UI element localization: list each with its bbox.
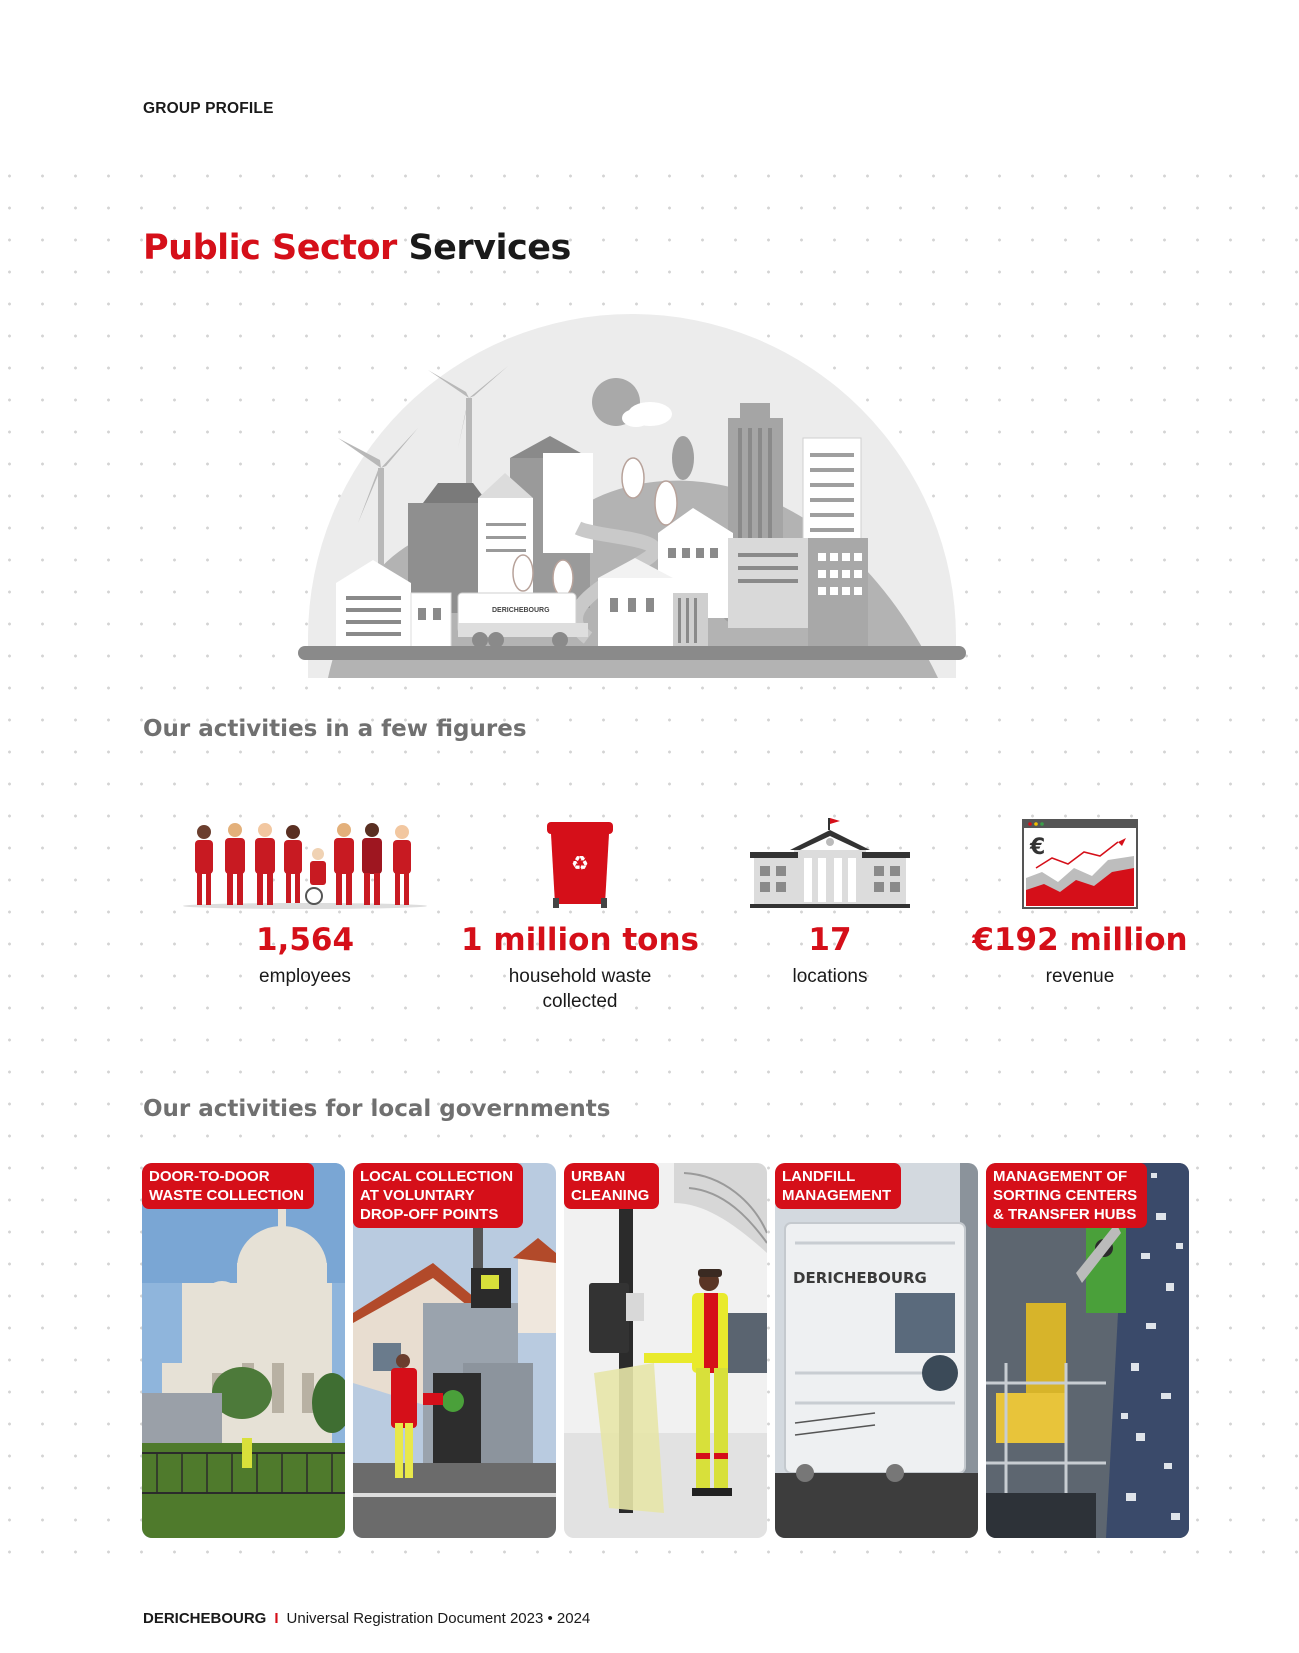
title-rest: Services [408,228,571,268]
svg-text:€: € [1030,835,1046,860]
stat-value: 1,564 [255,922,355,958]
stat-value: 1 million tons [461,922,699,958]
activity-tag: LANDFILL MANAGEMENT [775,1163,901,1209]
stat-label: employees [259,966,351,987]
people-group-icon [180,818,430,910]
stat-household-waste [455,818,705,1014]
activity-tag: URBAN CLEANING [564,1163,659,1209]
stat-label: household waste collected [508,966,652,1012]
stat-label: revenue [1045,966,1115,987]
footer-doc-title: Universal Registration Document 2023 • 2024 [286,1610,591,1627]
activity-door-to-door [142,1163,345,1538]
top-margin [0,0,1299,160]
stat-label: locations [792,966,868,987]
svg-text:♻: ♻ [571,851,589,875]
activity-sorting-centers [986,1163,1189,1538]
activity-tag: DOOR-TO-DOOR WASTE COLLECTION [142,1163,314,1209]
footer [143,1610,590,1627]
activity-tag: LOCAL COLLECTION AT VOLUNTARY DROP-OFF POINTS [353,1163,523,1228]
activity-landfill [775,1163,978,1538]
recycling-bin-icon [545,818,615,910]
truck-logo-text: DERICHEBOURG [492,607,550,614]
title-highlight: Public Sector [143,228,397,268]
activity-drop-off-points [353,1163,556,1538]
activity-urban-cleaning [564,1163,767,1538]
figures-heading: Our activities in a few figures [143,716,527,742]
bottom-margin [0,1560,1299,1653]
stat-value: 17 [808,922,852,958]
revenue-chart-icon [1022,818,1138,910]
activities-heading: Our activities for local governments [143,1096,611,1122]
door-to-door-photo [142,1163,345,1538]
page-title [143,228,571,268]
landfill-photo [775,1163,978,1538]
stat-locations [705,818,955,989]
footer-brand: DERICHEBOURG [143,1610,267,1627]
container-brand-text: DERICHEBOURG [793,1269,927,1287]
building-icon [750,818,910,910]
stat-revenue [955,818,1205,989]
city-illustration [298,308,966,700]
stat-value: €192 million [972,922,1188,958]
urban-cleaning-photo [564,1163,767,1538]
stat-employees [180,818,430,989]
footer-separator: I [274,1610,279,1627]
section-label: GROUP PROFILE [143,100,274,117]
activity-tag: MANAGEMENT OF SORTING CENTERS & TRANSFER HUBS [986,1163,1147,1228]
